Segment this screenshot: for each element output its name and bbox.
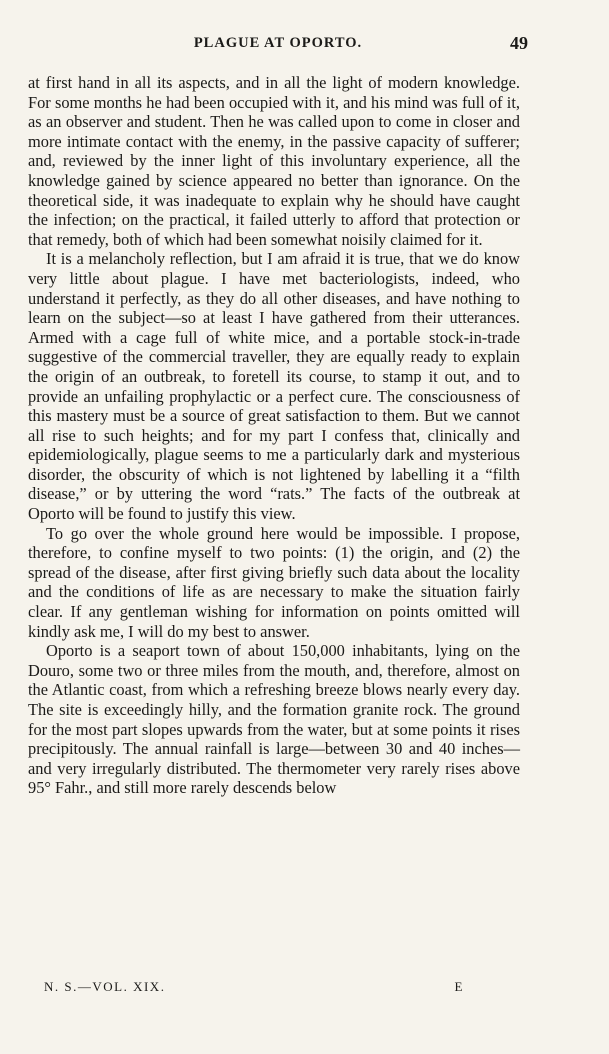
signature-mark: E [454, 979, 464, 994]
body-text [28, 73, 520, 798]
paragraph: at first hand in all its aspects, and in all the light of modern knowledge. For some months he had been occupied with it, and his mind was full of it, as an observer and student. Then he was called upon to come in closer and more intimate contact with the enemy, in the passive capacity of sufferer; and, reviewed by the inner light of this involuntary experience, all the knowledge gained by science appeared no better than ignorance. On the theoretical side, it was inadequate to explain why he should have caught the infection; on the practical, it failed utterly to afford that protection or that remedy, both of which had been somewhat noisily claimed for it. [28, 73, 520, 249]
page-footer [44, 979, 464, 997]
paragraph: It is a melancholy reflection, but I am afraid it is true, that we do know very little about plague. I have met bacteriologists, indeed, who understand it perfectly, as they do all other diseases, and have nothing to learn on the subject—so at least I have gathered from their utterances. Armed with a cage full of white mice, and a portable stock-in-trade suggestive of the commercial traveller, they are equally ready to explain the origin of an outbreak, to foretell its course, to stamp it out, and to provide an unfailing prophylactic or a perfect cure. The consciousness of this mastery must be a source of great satisfaction to them. But we cannot all rise to such heights; and for my part I confess that, clinically and epidemiologically, plague seems to me a particularly dark and mysterious disorder, the obscurity of which is not lightened by labelling it a “filth disease,” or by uttering the word “rats.” The facts of the outbreak at Oporto will be found to justify this view. [28, 249, 520, 524]
paragraph: To go over the whole ground here would be impossible. I propose, therefore, to confine myself to two points: (1) the origin, and (2) the spread of the disease, after first giving briefly such data about the locality and the conditions of life as are necessary to make the situation fairly clear. If any gentleman wishing for information on points omitted will kindly ask me, I will do my best to answer. [28, 523, 520, 641]
volume-signature: N. S.—VOL. XIX. [44, 979, 166, 994]
paragraph: Oporto is a seaport town of about 150,000 inhabitants, lying on the Douro, some two or three miles from the mouth, and, therefore, almost on the Atlantic coast, from which a refreshing breeze blows nearly every day. The site is exceedingly hilly, and the formation granite rock. The ground for the most part slopes upwards from the water, but at some points it rises precipitously. The annual rainfall is large—between 30 and 40 inches—and very irregularly distributed. The thermometer very rarely rises above 95° Fahr., and still more rarely descends below [28, 641, 520, 798]
running-title: PLAGUE AT OPORTO. [193, 35, 363, 51]
page-number: 49 [510, 33, 528, 53]
page-header [28, 33, 528, 55]
